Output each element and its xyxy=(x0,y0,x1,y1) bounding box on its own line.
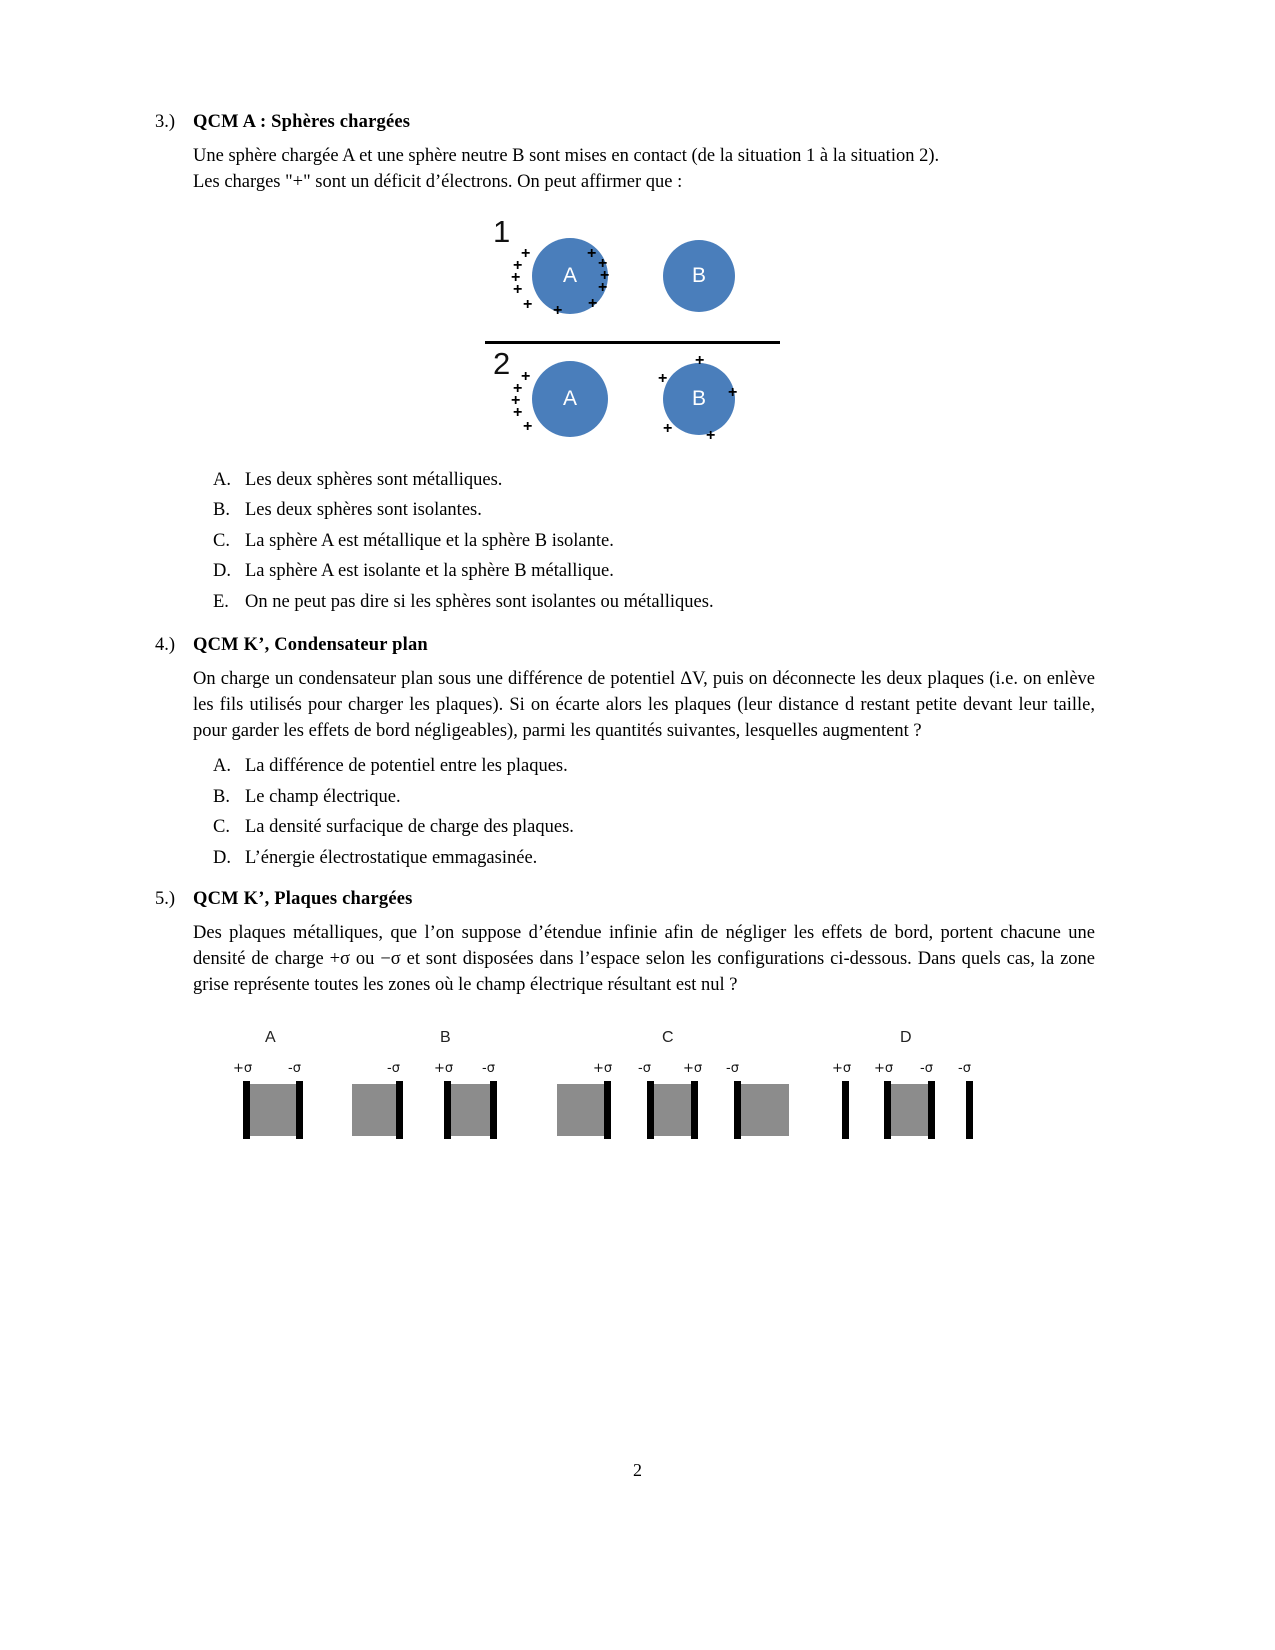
charged-plate xyxy=(966,1081,973,1139)
choice-text: Les deux sphères sont métalliques. xyxy=(245,469,503,490)
plate-sigma-label: +σ xyxy=(874,1060,894,1076)
choice-text: La sphère A est métallique et la sphère B isolante. xyxy=(245,530,614,551)
charged-plate xyxy=(884,1081,891,1139)
charged-plate xyxy=(691,1081,698,1139)
choice-item xyxy=(213,848,1095,869)
sphere-a-label-2: A xyxy=(562,386,577,410)
plate-sigma-label: +σ xyxy=(683,1060,703,1076)
charged-plate xyxy=(444,1081,451,1139)
question-3-number: 3.) xyxy=(155,112,176,132)
plate-sigma-label: +σ xyxy=(593,1060,613,1076)
charge-plus-icon: + xyxy=(706,426,716,444)
sphere-b-label-1: B xyxy=(691,263,706,287)
charge-plus-icon: + xyxy=(598,254,608,272)
zero-field-zone xyxy=(650,1084,694,1136)
zero-field-zone xyxy=(246,1084,299,1136)
charged-plate xyxy=(647,1081,654,1139)
sphere-a-situation-2 xyxy=(532,361,608,437)
choice-item xyxy=(213,500,1095,521)
charge-plus-icon: + xyxy=(523,295,533,313)
choice-item xyxy=(213,592,1095,613)
choice-item xyxy=(213,817,1095,838)
sphere-b-label-2: B xyxy=(691,386,706,410)
situation-divider xyxy=(485,341,780,344)
choice-letter: D. xyxy=(213,847,231,868)
charged-plate xyxy=(296,1081,303,1139)
charge-plus-icon: + xyxy=(513,379,523,397)
choice-letter: E. xyxy=(213,591,229,612)
page-number: 2 xyxy=(633,1460,642,1480)
charge-plus-icon: + xyxy=(598,278,608,296)
choice-text: Le champ électrique. xyxy=(245,786,401,807)
zero-field-zone xyxy=(887,1084,931,1136)
choice-text: L’énergie électrostatique emmagasinée. xyxy=(245,847,538,868)
plate-sigma-label: +σ xyxy=(832,1060,852,1076)
charged-plate xyxy=(928,1081,935,1139)
charge-plus-icon: + xyxy=(523,417,533,435)
spheres-figure xyxy=(155,208,1095,458)
charge-plus-icon: + xyxy=(600,266,610,284)
plates-figure xyxy=(155,1021,1095,1186)
question-3-body xyxy=(193,143,1095,196)
choice-text: La sphère A est isolante et la sphère B métallique. xyxy=(245,561,614,582)
plate-group-label-b: B xyxy=(440,1028,451,1046)
plate-sigma-label: -σ xyxy=(482,1060,495,1076)
choice-letter: C. xyxy=(213,817,230,838)
charge-plus-icon: + xyxy=(663,419,673,437)
zero-field-zone xyxy=(737,1084,789,1136)
charge-plus-icon: + xyxy=(521,367,531,385)
charged-plate xyxy=(604,1081,611,1139)
choice-item xyxy=(213,531,1095,552)
choice-item xyxy=(213,561,1095,582)
charge-plus-icon: + xyxy=(695,351,705,369)
plate-sigma-label: +σ xyxy=(434,1060,454,1076)
plate-sigma-label: -σ xyxy=(387,1060,400,1076)
plate-sigma-label: +σ xyxy=(233,1060,253,1076)
choice-letter: C. xyxy=(213,530,230,551)
charge-plus-icon: + xyxy=(588,294,598,312)
question-4-body-text: On charge un condensateur plan sous une différence de potentiel ΔV, puis on déconnecte les deux plaques (i.e. on enlève les fils utilisés pour charger les plaques). Si on écarte alors les plaques (leur distance d restant petite devant leur taille, pour garder les effets de bord négligeables), parmi les quantités suivantes, lesquelles augmentent ? xyxy=(193,668,1095,742)
question-4-number: 4.) xyxy=(155,634,176,655)
choice-letter: A. xyxy=(213,756,231,777)
choice-letter: B. xyxy=(213,500,230,521)
plate-sigma-label: -σ xyxy=(726,1060,739,1076)
question-3-body-line2: Les charges "+" sont un déficit d’électrons. On peut affirmer que : xyxy=(193,172,683,193)
question-5 xyxy=(155,889,1095,1186)
charge-plus-icon: + xyxy=(728,383,738,401)
choice-item xyxy=(213,470,1095,491)
question-3-heading xyxy=(155,112,1095,133)
charged-plate xyxy=(243,1081,250,1139)
question-4 xyxy=(155,635,1095,869)
choice-letter: A. xyxy=(213,469,231,490)
situation-2-label: 2 xyxy=(493,345,511,381)
charge-plus-icon: + xyxy=(513,280,523,298)
question-4-body xyxy=(193,666,1095,745)
choice-item xyxy=(213,787,1095,808)
question-3-choices xyxy=(213,470,1095,613)
charge-plus-icon: + xyxy=(511,391,521,409)
choice-text: Les deux sphères sont isolantes. xyxy=(245,500,482,521)
page-content xyxy=(155,112,1095,1192)
question-5-body-text: Des plaques métalliques, que l’on suppose d’étendue infinie afin de négliger les effets de bord, portent chacune une densité de charge +σ ou −σ et sont disposées dans l’espace selon les configurations ci-dessous. Dans quels cas, la zone grise représente toutes les zones où le champ électrique résultant est nul ? xyxy=(193,922,1095,996)
zero-field-zone xyxy=(352,1084,399,1136)
question-5-body xyxy=(193,920,1095,999)
plate-group-label-d: D xyxy=(900,1028,912,1046)
charge-plus-icon: + xyxy=(553,301,563,319)
charge-plus-icon: + xyxy=(587,244,597,262)
situation-1-label: 1 xyxy=(493,213,511,249)
sphere-b-situation-1 xyxy=(663,240,735,312)
zero-field-zone xyxy=(557,1084,607,1136)
sphere-b-situation-2 xyxy=(663,363,738,435)
charge-plus-icon: + xyxy=(658,369,668,387)
plate-group-label-a: A xyxy=(265,1028,276,1046)
question-4-heading xyxy=(155,635,1095,656)
question-3-title: QCM A : Sphères chargées xyxy=(193,112,411,132)
question-5-heading xyxy=(155,889,1095,910)
choice-letter: B. xyxy=(213,786,230,807)
charge-plus-icon: + xyxy=(521,244,531,262)
charged-plate xyxy=(490,1081,497,1139)
choice-item xyxy=(213,756,1095,777)
charged-plate xyxy=(842,1081,849,1139)
question-4-title: QCM K’, Condensateur plan xyxy=(193,634,428,655)
charge-plus-icon: + xyxy=(513,256,523,274)
plate-sigma-label: -σ xyxy=(638,1060,651,1076)
charge-plus-icon: + xyxy=(513,403,523,421)
question-4-choices xyxy=(213,756,1095,869)
choice-letter: D. xyxy=(213,561,231,582)
question-5-title: QCM K’, Plaques chargées xyxy=(193,888,413,909)
choice-text: On ne peut pas dire si les sphères sont isolantes ou métalliques. xyxy=(245,591,714,612)
choice-text: La densité surfacique de charge des plaques. xyxy=(245,817,574,838)
charge-plus-icon: + xyxy=(511,268,521,286)
plate-sigma-label: -σ xyxy=(958,1060,971,1076)
sphere-a-label-1: A xyxy=(562,263,577,287)
charged-plate xyxy=(396,1081,403,1139)
question-3 xyxy=(155,112,1095,613)
zero-field-zone xyxy=(447,1084,493,1136)
charged-plate xyxy=(734,1081,741,1139)
choice-text: La différence de potentiel entre les plaques. xyxy=(245,756,568,777)
question-5-number: 5.) xyxy=(155,888,176,909)
plate-group-label-c: C xyxy=(662,1028,674,1046)
plate-sigma-label: -σ xyxy=(920,1060,933,1076)
plate-sigma-label: -σ xyxy=(288,1060,301,1076)
question-3-body-line1: Une sphère chargée A et une sphère neutre B sont mises en contact (de la situation 1 à la situation 2). xyxy=(193,146,940,166)
